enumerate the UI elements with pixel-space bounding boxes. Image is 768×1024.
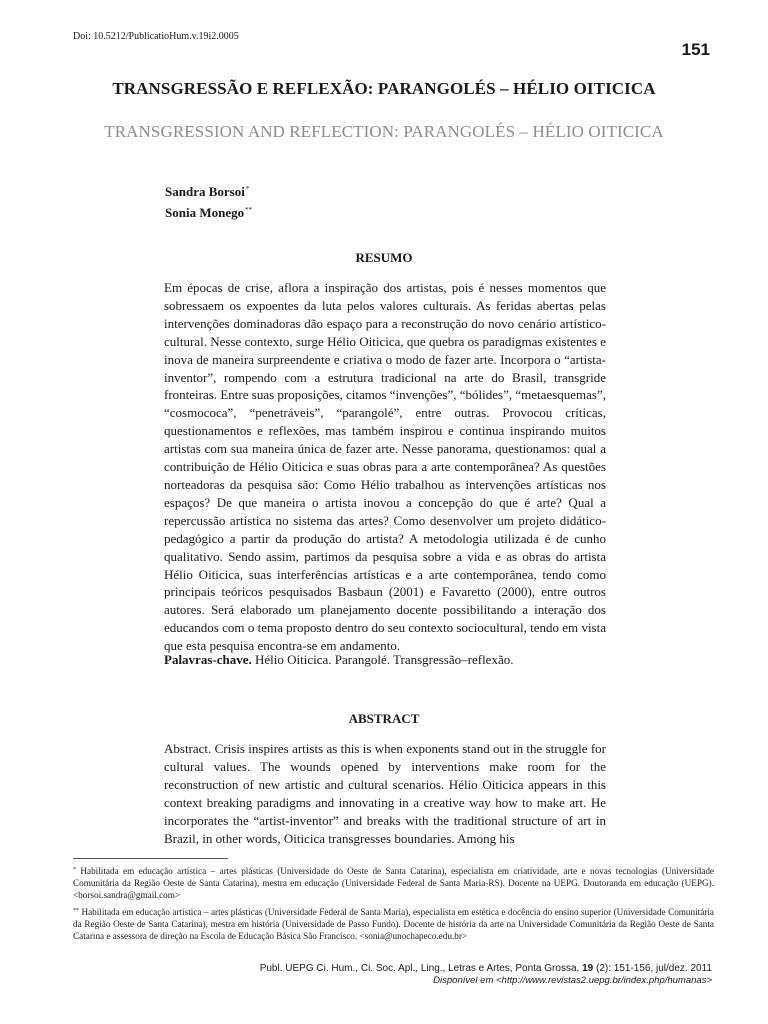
abstract-paragraph: Abstract. Crisis inspires artists as this is when exponents stand out in the struggle for cultural values. The wounds opened by interventions make room for the reconstruction of new artistic and cultural scenarios. Hélio Oiticica appears in this context breaking paradigms and innovating in a creative way how to make art. He incorporates the “artist-inventor” and breaks with the traditional structure of art in Brazil, in other words, Oiticica transgresses boundaries. Among his bbox=[164, 741, 606, 846]
abstract-heading: ABSTRACT bbox=[348, 711, 420, 726]
available-url[interactable]: Disponível em <http://www.revistas2.uepg.br/index.php/humanas> bbox=[433, 975, 712, 986]
resumo-paragraph: Em épocas de crise, aflora a inspiração dos artistas, pois é nesses momentos que sobressaem os expoentes da luta pelos valores culturais. As feridas abertas pelas intervenções dominadoras dão espaço para a reconstrução do novo cenário artístico-cultural. Nesse contexto, surge Hélio Oiticica, que quebra os paradigmas existentes e inova de maneira surpreendente e criativa o modo de fazer arte. Incorpora o “artista-inventor”, rompendo com a estrutura tradicional na arte do Brasil, transgride fronteiras. Entre suas proposições, citamos “invenções”, “bólides”, “metaesquemas”, “cosmococa”, “penetráveis”, “parangolé”, entre outras. Provocou críticas, questionamentos e reflexões, mas também inspirou e continua inspirando muitos artistas com sua maneira única de fazer arte. Nesse panorama, questionamos: qual a contribuição de Hélio Oiticica e suas obras para a arte contemporânea? As questões norteadoras da pesquisa são: Como Hélio trabalhou as intervenções artísticas nos espaços? De que maneira o artista inovou a concepção do que é arte? Qual a repercussão artística no sistema das artes? Como desenvolver um projeto didático-pedagógico a partir da produção do artista? A metodologia utilizada é de cunho qualitativo. Sendo assim, partimos da pesquisa sobre a vida e as obras do artista Hélio Oiticica, suas interferências artísticas e a arte contemporânea, tendo como principais teóricos pesquisados Basbaun (2001) e Favaretto (2000), entre outros autores. Será elaborado um planejamento docente possibilitando a interação dos educandos com o tema proposto dentro do seu contexto sociocultural, tendo em vista que esta pesquisa encontra-se em andamento. bbox=[164, 280, 606, 654]
footnote-2 bbox=[73, 905, 714, 943]
author-name: Sonia Monego bbox=[165, 205, 245, 220]
page-number: 151 bbox=[681, 40, 710, 59]
footnote-text: Habilitada em educação artística – artes plásticas (Universidade do Oeste de Santa Catarina), especialista em criatividade, arte e novas tecnologias (Universidade Comunitária da Região Oeste de Santa Catarina), mestra em educação (Universidade Federal de Santa Maria-RS). Docente na UEPG. Doutoranda em educação (UEPG). <borsoi.sandra@gmail.com> bbox=[73, 866, 715, 901]
footnote-mark: * bbox=[73, 867, 76, 873]
keywords-list: Hélio Oiticica. Parangolé. Transgressão–reflexão. bbox=[254, 652, 514, 667]
citation-prefix: Publ. UEPG Ci. Hum., Ci. Soc. Apl., Ling., Letras e Artes, Ponta Grossa, bbox=[259, 963, 580, 974]
author-list bbox=[165, 180, 252, 222]
citation-suffix: (2): 151-156, jul/dez. 2011 bbox=[595, 963, 712, 974]
author-2 bbox=[165, 201, 252, 222]
footnote-text: Habilitada em educação artística – artes plásticas (Universidade Federal de Santa Maria), especialista em estética e docência do ensino superior (Universidade Comunitária da Região Oeste de Santa Catarina), mestra em história (Universidade de Passo Fundo). Docente de história da arte na Universidade Comunitária da Região Oeste de Santa Catarina e assessora de direção na Escola de Educação Básica São Francisco. <sonia@unochapeco.edu.br> bbox=[73, 907, 714, 942]
author-name: Sandra Borsoi bbox=[165, 184, 245, 199]
journal-citation bbox=[260, 963, 712, 974]
author-1 bbox=[165, 180, 252, 201]
keywords-label: Palavras-chave. bbox=[164, 652, 252, 667]
doi: Doi: 10.5212/PublicatioHum.v.19i2.0005 bbox=[73, 31, 239, 42]
keywords bbox=[164, 652, 606, 668]
footnote-mark: ** bbox=[245, 206, 253, 214]
footnote-divider bbox=[73, 858, 228, 859]
footnote-1 bbox=[73, 864, 714, 902]
title-english: TRANSGRESSION AND REFLECTION: PARANGOLÉS – HÉLIO OITICICA bbox=[104, 122, 664, 141]
footnote-mark: * bbox=[245, 185, 250, 193]
title-portuguese: TRANSGRESSÃO E REFLEXÃO: PARANGOLÉS – HÉLIO OITICICA bbox=[112, 79, 656, 98]
citation-volume: 19 bbox=[582, 963, 594, 974]
footnote-mark: ** bbox=[73, 908, 79, 914]
resumo-heading: RESUMO bbox=[355, 250, 413, 265]
